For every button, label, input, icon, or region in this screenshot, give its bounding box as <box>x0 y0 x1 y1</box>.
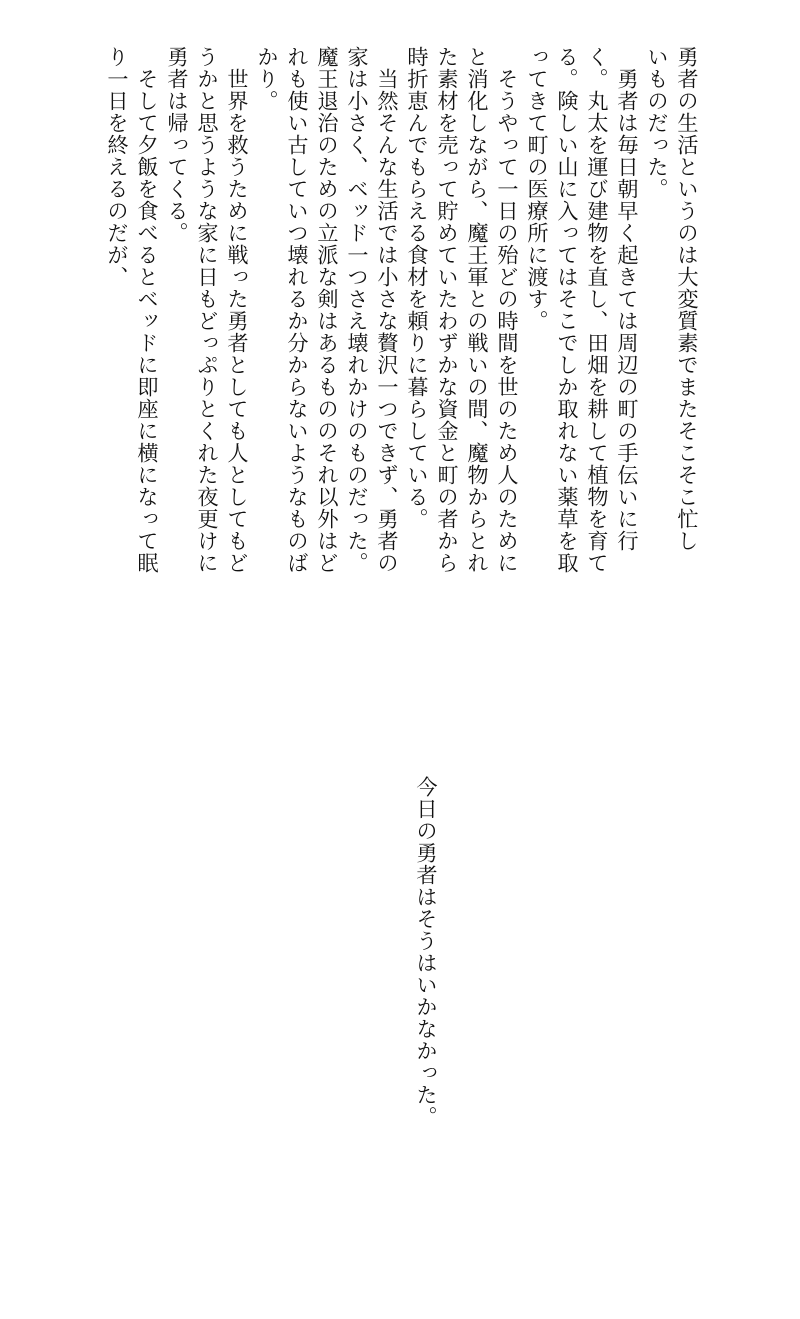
text-column: 勇者は帰ってくる。 <box>165 46 190 244</box>
text-column: く。丸太を運び建物を直し、田畑を耕して植物を育て <box>585 46 610 574</box>
text-column: と消化しながら、魔王軍との戦いの間、魔物からとれ <box>465 46 490 574</box>
text-column: 魔王退治のための立派な剣はあるもののそれ以外はど <box>315 46 340 574</box>
text-column: る。険しい山に入ってはそこでしか取れない薬草を取 <box>555 46 580 574</box>
text-column: り一日を終えるのだが、 <box>105 46 130 288</box>
text-column: そして夕飯を食べるとベッドに即座に横になって眠 <box>135 68 160 574</box>
text-column: ってきて町の医療所に渡す。 <box>525 46 550 332</box>
text-column: かり。 <box>255 46 280 112</box>
text-column: 家は小さく、ベッド一つさえ壊れかけのものだった。 <box>345 46 370 574</box>
text-column: うかと思うような家に日もどっぷりとくれた夜更けに <box>195 46 220 574</box>
text-column: 世界を救うために戦った勇者としても人としてもど <box>225 68 250 574</box>
text-column: 勇者の生活というのは大変質素でまたそこそこ忙し <box>675 46 700 552</box>
text-column: 勇者は毎日朝早く起きては周辺の町の手伝いに行 <box>615 68 640 552</box>
text-column: れも使い古していつ壊れるか分からないようなものば <box>285 46 310 574</box>
text-column: た素材を売って貯めていたわずかな資金と町の者から <box>435 46 460 574</box>
text-column: そうやって一日の殆どの時間を世のため人のために <box>495 68 520 574</box>
text-column: 時折恵んでもらえる食材を頼りに暮らしている。 <box>405 46 430 530</box>
text-column: いものだった。 <box>645 46 670 200</box>
text-column: 当然そんな生活では小さな贅沢一つできず、勇者の <box>375 68 400 574</box>
highlight-line: 今日の勇者はそうはいかなかった。 <box>414 776 439 1128</box>
